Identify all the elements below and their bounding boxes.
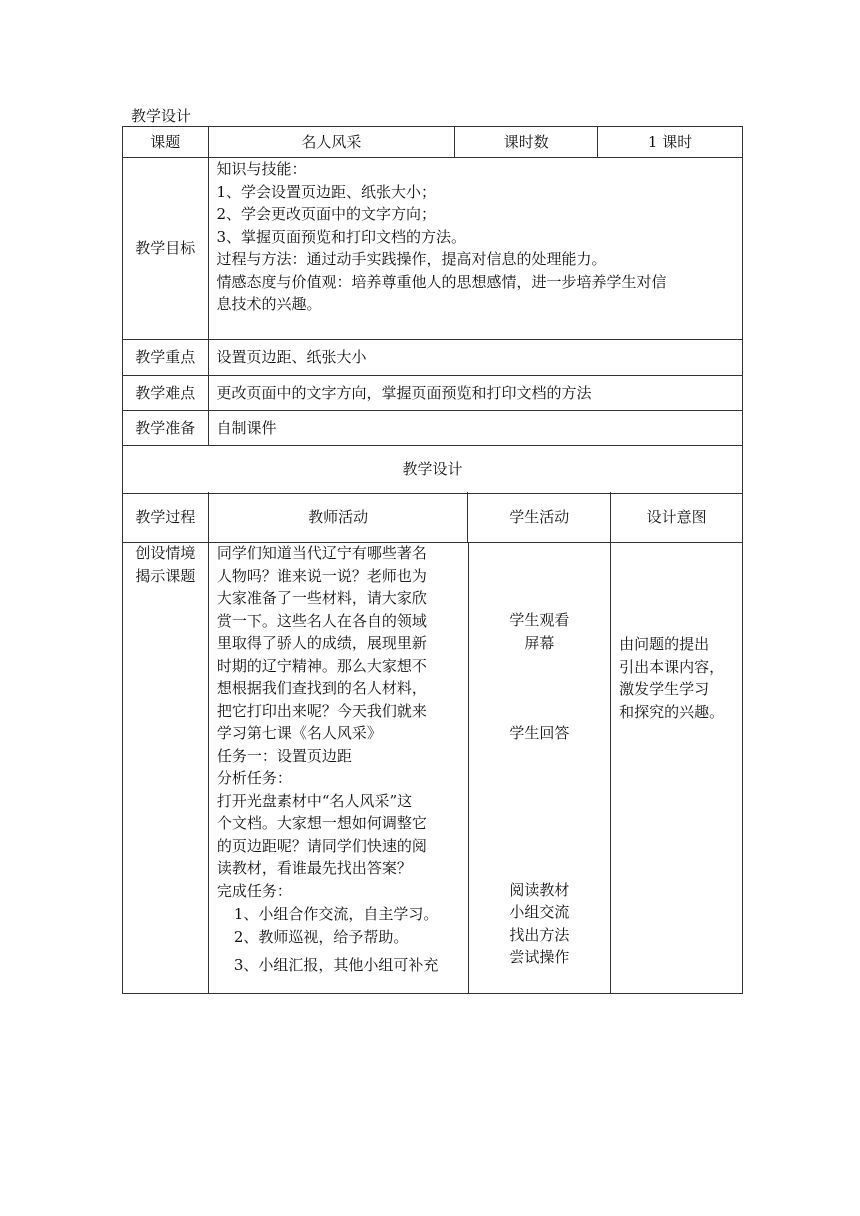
header-student-activity: 学生活动	[468, 492, 611, 542]
preparation-value: 自制课件	[208, 411, 742, 446]
intent-line: 和探究的兴趣。	[619, 702, 725, 721]
student-line: 学生观看	[509, 611, 570, 629]
process-body-table	[122, 542, 743, 994]
design-section-title: 教学设计	[123, 446, 743, 494]
teacher-line: 的页边距呢？请同学们快速的阅	[216, 836, 427, 855]
teacher-line: 学习第七课《名人风采》	[216, 724, 382, 742]
key-point-value: 设置页边距、纸张大小	[208, 340, 742, 376]
goals-content	[208, 158, 742, 340]
goals-line: 息技术的兴趣。	[216, 295, 322, 313]
process-header-table	[122, 492, 743, 543]
teacher-line: 任务一：设置页边距	[216, 746, 352, 765]
goals-line: 知识与技能：	[216, 160, 307, 178]
teacher-step: 1、小组合作交流，自主学习。	[233, 905, 439, 923]
difficulty-value: 更改页面中的文字方向，掌握页面预览和打印文档的方法	[208, 376, 742, 411]
hours-value: 1 课时	[598, 127, 743, 158]
goals-line: 1、学会设置页边距、纸张大小；	[216, 182, 437, 201]
teacher-line: 人物吗？谁来说一说？老师也为	[216, 566, 427, 585]
document-heading: 教学设计	[131, 107, 192, 125]
teacher-line: 同学们知道当代辽宁有哪些著名	[216, 544, 427, 562]
student-line: 小组交流	[509, 903, 570, 921]
teacher-line: 赏一下。这些名人在各自的领域	[216, 611, 427, 630]
goals-line: 情感态度与价值观：培养尊重他人的思想感情，进一步培养学生对信	[216, 272, 667, 291]
topic-label: 课题	[123, 127, 209, 158]
student-activity-cell	[468, 542, 610, 993]
teacher-line: 完成任务：	[216, 881, 292, 900]
teacher-line: 想根据我们查找到的名人材料，	[216, 679, 427, 697]
intent-line: 激发学生学习	[619, 680, 710, 698]
intent-line: 由问题的提出	[619, 635, 710, 653]
teacher-line: 个文档。大家想一想如何调整它	[216, 814, 427, 832]
stage-line: 揭示课题	[135, 566, 196, 585]
student-line: 尝试操作	[509, 948, 570, 966]
goals-label: 教学目标	[123, 158, 209, 340]
teacher-line: 里取得了骄人的成绩，展现里新	[216, 634, 427, 652]
preparation-label: 教学准备	[123, 411, 209, 446]
stage-line: 创设情境	[135, 544, 196, 562]
student-line: 屏幕	[524, 633, 555, 652]
header-design-intent: 设计意图	[611, 492, 743, 542]
student-line: 找出方法	[509, 925, 570, 944]
teacher-line: 分析任务：	[216, 769, 292, 787]
teacher-line: 读教材，看谁最先找出答案？	[216, 859, 412, 877]
teacher-line: 打开光盘素材中“名人风采”这	[216, 791, 413, 810]
teacher-line: 把它打印出来呢？今天我们就来	[216, 701, 427, 720]
goals-line: 过程与方法：通过动手实践操作，提高对信息的处理能力。	[216, 250, 607, 268]
student-line: 学生回答	[509, 724, 570, 742]
hours-label: 课时数	[455, 127, 598, 158]
teacher-line: 时期的辽宁精神。那么大家想不	[216, 656, 427, 675]
teacher-step: 3、小组汇报，其他小组可补充	[233, 956, 439, 974]
difficulty-label: 教学难点	[123, 376, 209, 411]
goals-line: 2、学会更改页面中的文字方向；	[216, 205, 437, 223]
teacher-line: 大家准备了一些材料，请大家欣	[216, 589, 427, 607]
student-line: 阅读教材	[509, 880, 570, 899]
design-intent-cell	[611, 542, 743, 993]
teacher-step: 2、教师巡视，给予帮助。	[233, 927, 409, 946]
header-process: 教学过程	[123, 492, 209, 542]
topic-value: 名人风采	[208, 127, 455, 158]
header-teacher-activity: 教师活动	[208, 492, 468, 542]
teacher-activity-cell	[208, 542, 468, 993]
goals-line: 3、掌握页面预览和打印文档的方法。	[216, 227, 467, 246]
stage-cell	[123, 542, 209, 993]
intent-line: 引出本课内容，	[619, 657, 725, 676]
lesson-info-table	[122, 126, 743, 494]
key-point-label: 教学重点	[123, 340, 209, 376]
